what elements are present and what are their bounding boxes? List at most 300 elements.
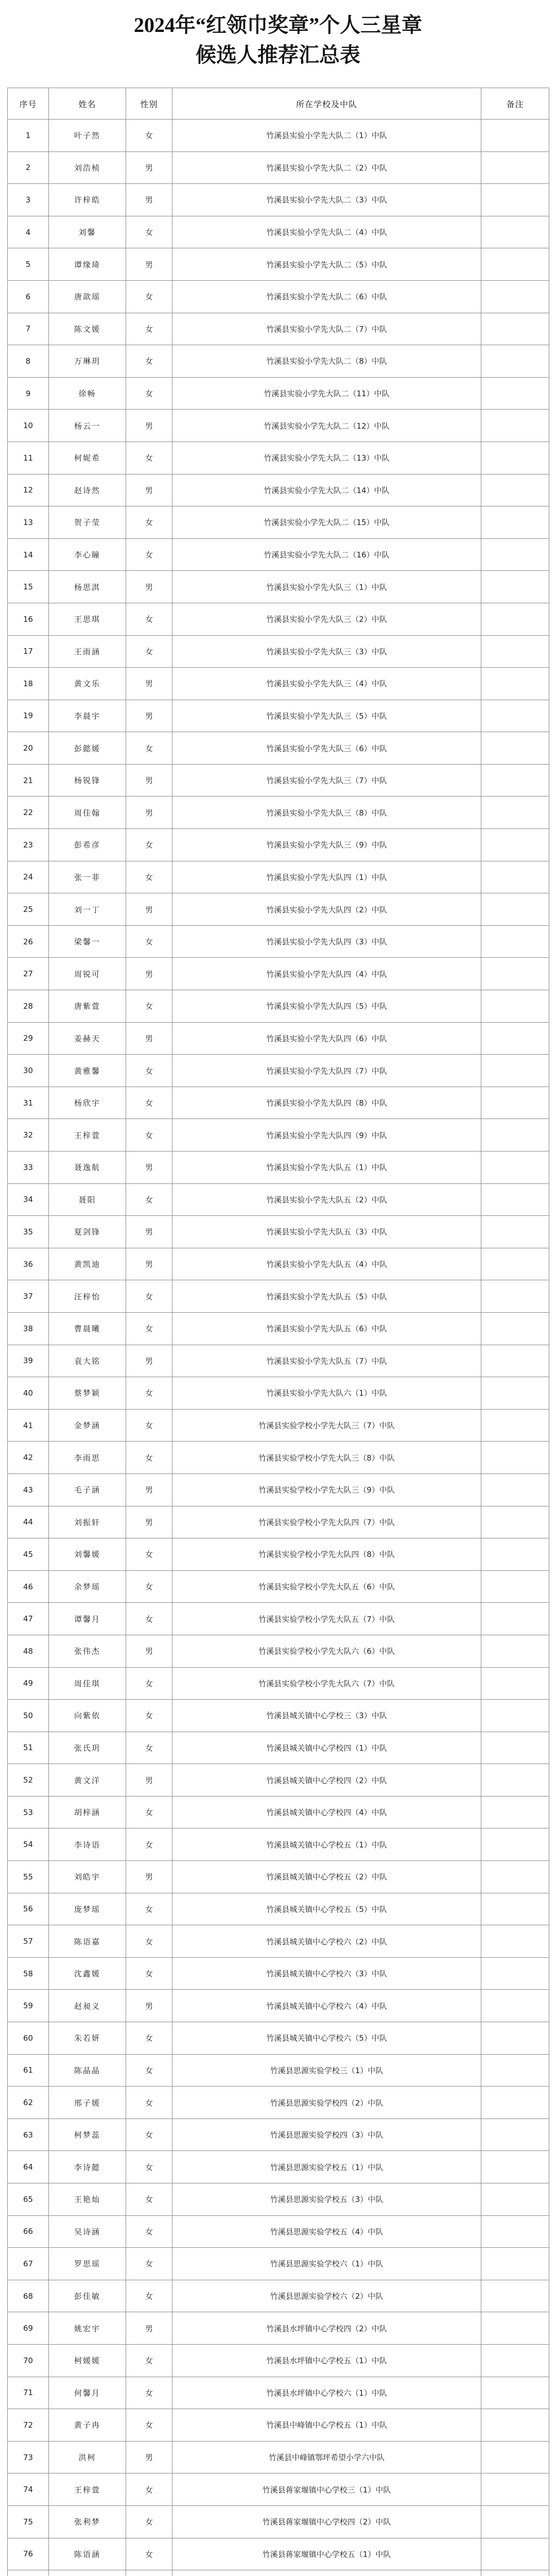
table-row [8, 184, 549, 216]
row-index: 27 [8, 958, 49, 990]
school-squad: 竹溪县实验小学先大队四（9）中队 [172, 1119, 481, 1151]
student-gender: 女 [126, 2280, 172, 2312]
table-row [8, 2215, 549, 2248]
remark [481, 925, 549, 958]
table-row [8, 280, 549, 313]
row-index: 37 [8, 1280, 49, 1313]
table-row [8, 1796, 549, 1828]
school-squad: 竹溪县实验小学先大队四（4）中队 [172, 958, 481, 990]
school-squad: 竹溪县实验小学先大队五（4）中队 [172, 1248, 481, 1280]
table-row [8, 1183, 549, 1216]
table-row [8, 1216, 549, 1248]
row-index: 73 [8, 2441, 49, 2473]
school-squad: 竹溪县实验小学先大队四（5）中队 [172, 990, 481, 1023]
remark [481, 410, 549, 442]
remark [481, 990, 549, 1023]
school-squad: 竹溪县实验学校小学先大队五（7）中队 [172, 1603, 481, 1635]
remark [481, 829, 549, 861]
student-name: 余梦瑶 [49, 1570, 126, 1603]
school-squad: 竹溪县实验小学先大队四（6）中队 [172, 1022, 481, 1055]
student-name: 陈语涵 [49, 2538, 126, 2570]
remark [481, 1216, 549, 1248]
school-squad: 竹溪县思源实验学校六（1）中队 [172, 2248, 481, 2280]
row-index: 29 [8, 1022, 49, 1055]
remark [481, 1796, 549, 1828]
school-squad: 竹溪县思源实验学校五（4）中队 [172, 2215, 481, 2248]
remark [481, 120, 549, 152]
student-name: 罗思瑶 [49, 2248, 126, 2280]
row-index: 59 [8, 1990, 49, 2022]
row-index: 1 [8, 120, 49, 152]
student-name: 刘馨 [49, 216, 126, 248]
row-index: 58 [8, 1957, 49, 1990]
student-gender: 男 [126, 958, 172, 990]
student-name: 张氏玥 [49, 1732, 126, 1764]
student-gender: 女 [126, 2022, 172, 2055]
row-index: 55 [8, 1861, 49, 1893]
student-name: 洪柯 [49, 2441, 126, 2473]
school-squad: 竹溪县实验小学先大队五（1）中队 [172, 1151, 481, 1184]
school-squad: 竹溪县实验小学先大队三（6）中队 [172, 732, 481, 765]
remark [481, 1506, 549, 1538]
student-gender: 女 [126, 120, 172, 152]
row-index: 12 [8, 474, 49, 506]
remark [481, 668, 549, 700]
row-index: 51 [8, 1732, 49, 1764]
remark [481, 2151, 549, 2183]
row-index: 33 [8, 1151, 49, 1184]
student-gender: 男 [126, 1635, 172, 1667]
student-name: 赵诗然 [49, 474, 126, 506]
student-gender: 女 [126, 2505, 172, 2538]
student-name: 庞梦瑶 [49, 1893, 126, 1925]
school-squad: 竹溪县实验小学先大队二（13）中队 [172, 442, 481, 474]
remark [481, 1990, 549, 2022]
student-name: 王思琪 [49, 603, 126, 635]
school-squad: 竹溪县实验小学先大队三（5）中队 [172, 700, 481, 732]
remark [481, 1280, 549, 1313]
table-row [8, 1700, 549, 1732]
row-index: 14 [8, 538, 49, 571]
row-index: 66 [8, 2215, 49, 2248]
remark [481, 2441, 549, 2473]
school-squad: 竹溪县实验小学先大队三（8）中队 [172, 796, 481, 829]
row-index: 11 [8, 442, 49, 474]
student-gender: 女 [126, 2151, 172, 2183]
remark [481, 1570, 549, 1603]
student-gender: 男 [126, 2441, 172, 2473]
student-gender: 男 [126, 248, 172, 281]
remark [481, 151, 549, 184]
school-squad: 竹溪县实验小学先大队五（3）中队 [172, 1216, 481, 1248]
remark [481, 2248, 549, 2280]
row-index: 2 [8, 151, 49, 184]
student-name: 王梓萱 [49, 2473, 126, 2506]
remark [481, 345, 549, 378]
document-title [0, 0, 556, 82]
student-name: 杨云一 [49, 410, 126, 442]
row-index: 22 [8, 796, 49, 829]
table-row [8, 2377, 549, 2409]
row-index: 30 [8, 1055, 49, 1087]
student-name: 柯梦蕊 [49, 2119, 126, 2151]
table-row [8, 925, 549, 958]
student-gender: 女 [126, 2119, 172, 2151]
header-name: 姓名 [49, 88, 126, 120]
table-row [8, 1087, 549, 1119]
remark [481, 474, 549, 506]
student-name: 王雨涵 [49, 635, 126, 668]
table-row [8, 1409, 549, 1442]
student-gender: 女 [126, 635, 172, 668]
student-gender: 女 [126, 1119, 172, 1151]
row-index: 24 [8, 861, 49, 893]
table-row [8, 732, 549, 765]
student-name: 黄雅馨 [49, 1055, 126, 1087]
remark [481, 1603, 549, 1635]
student-gender: 女 [126, 2473, 172, 2506]
student-name: 彭佳敏 [49, 2280, 126, 2312]
student-gender: 男 [126, 1216, 172, 1248]
school-squad: 竹溪县思源实验学校三（1）中队 [172, 2054, 481, 2087]
row-index: 26 [8, 925, 49, 958]
student-name: 唐歆瑶 [49, 280, 126, 313]
row-index: 28 [8, 990, 49, 1023]
student-name: 谭馨月 [49, 1603, 126, 1635]
row-index: 53 [8, 1796, 49, 1828]
row-index: 9 [8, 377, 49, 410]
remark [481, 1312, 549, 1345]
remark [481, 571, 549, 603]
remark [481, 1828, 549, 1861]
remark [481, 1925, 549, 1958]
table-row [8, 1151, 549, 1184]
student-name: 杨思淇 [49, 571, 126, 603]
school-squad: 竹溪县实验小学先大队三（7）中队 [172, 764, 481, 796]
student-name: 彭希彦 [49, 829, 126, 861]
table-row [8, 861, 549, 893]
remark [481, 2377, 549, 2409]
row-index: 20 [8, 732, 49, 765]
remark [481, 700, 549, 732]
table-row [8, 2119, 549, 2151]
student-gender: 女 [126, 2248, 172, 2280]
student-name: 刘振轩 [49, 1506, 126, 1538]
table-row [8, 2473, 549, 2506]
student-gender: 男 [126, 796, 172, 829]
remark [481, 2312, 549, 2345]
student-gender: 男 [126, 151, 172, 184]
school-squad: 竹溪县实验小学先大队三（9）中队 [172, 829, 481, 861]
school-squad: 竹溪县实验小学先大队三（1）中队 [172, 571, 481, 603]
student-name: 吴诗涵 [49, 2215, 126, 2248]
student-gender: 女 [126, 377, 172, 410]
table-row [8, 1442, 549, 1474]
student-name: 梁馨一 [49, 925, 126, 958]
student-name: 柯妮希 [49, 442, 126, 474]
table-row [8, 1473, 549, 1506]
student-gender: 女 [126, 1603, 172, 1635]
student-gender: 男 [126, 410, 172, 442]
table-row [8, 216, 549, 248]
student-gender: 男 [126, 184, 172, 216]
row-index: 61 [8, 2054, 49, 2087]
student-gender: 男 [126, 1506, 172, 1538]
school-squad: 竹溪县蒋家堰镇中心学校四（2）中队 [172, 2505, 481, 2538]
school-squad: 竹溪县蒋家堰镇中心学校五（1）中队 [172, 2538, 481, 2570]
table-row [8, 1119, 549, 1151]
table-row [8, 1538, 549, 1571]
row-index: 56 [8, 1893, 49, 1925]
row-index: 54 [8, 1828, 49, 1861]
student-gender: 男 [126, 1990, 172, 2022]
row-index: 23 [8, 829, 49, 861]
school-squad: 竹溪县实验小学先大队四（2）中队 [172, 893, 481, 926]
remark [481, 442, 549, 474]
table-row [8, 2151, 549, 2183]
row-index: 32 [8, 1119, 49, 1151]
title-line-2: 候选人推荐汇总表 [196, 43, 360, 66]
row-index: 62 [8, 2087, 49, 2119]
student-gender: 女 [126, 506, 172, 539]
table-row [8, 571, 549, 603]
student-name: 蔡梦颖 [49, 1377, 126, 1410]
school-squad: 竹溪县城关镇中心学校六（4）中队 [172, 1990, 481, 2022]
school-squad: 竹溪县水坪镇中心学校六（1）中队 [172, 2377, 481, 2409]
remark [481, 1764, 549, 1797]
remark [481, 1893, 549, 1925]
remark [481, 184, 549, 216]
table-row [8, 1764, 549, 1797]
row-index: 60 [8, 2022, 49, 2055]
table-header-row [8, 88, 549, 120]
row-index: 6 [8, 280, 49, 313]
school-squad: 竹溪县思源实验学校五（3）中队 [172, 2183, 481, 2216]
student-gender: 男 [126, 1151, 172, 1184]
remark [481, 2570, 549, 2576]
school-squad: 竹溪县实验小学先大队二（11）中队 [172, 377, 481, 410]
row-index: 67 [8, 2248, 49, 2280]
student-gender: 女 [126, 1312, 172, 1345]
student-gender: 女 [126, 1667, 172, 1700]
school-squad: 竹溪县实验小学先大队五（7）中队 [172, 1345, 481, 1377]
remark [481, 1473, 549, 1506]
student-gender: 女 [126, 442, 172, 474]
row-index: 8 [8, 345, 49, 378]
table-row [8, 700, 549, 732]
student-gender: 女 [126, 2538, 172, 2570]
remark [481, 1635, 549, 1667]
row-index: 17 [8, 635, 49, 668]
student-gender: 女 [126, 1570, 172, 1603]
table-row [8, 2441, 549, 2473]
student-name: 张伟杰 [49, 1635, 126, 1667]
table-row [8, 1312, 549, 1345]
school-squad: 竹溪县实验小学先大队二（5）中队 [172, 248, 481, 281]
table-row [8, 410, 549, 442]
student-name: 朱若妍 [49, 2022, 126, 2055]
remark [481, 1345, 549, 1377]
table-row [8, 1603, 549, 1635]
student-name: 徐畅 [49, 377, 126, 410]
school-squad: 竹溪县实验学校小学先大队六（7）中队 [172, 1667, 481, 1700]
table-row [8, 151, 549, 184]
remark [481, 538, 549, 571]
remark [481, 1700, 549, 1732]
remark [481, 861, 549, 893]
remark [481, 732, 549, 765]
school-squad: 竹溪县实验学校小学先大队五（6）中队 [172, 1570, 481, 1603]
row-index: 74 [8, 2473, 49, 2506]
row-index: 49 [8, 1667, 49, 1700]
remark [481, 1861, 549, 1893]
table-row [8, 1893, 549, 1925]
student-name: 黄子冉 [49, 2409, 126, 2442]
student-gender: 女 [126, 1925, 172, 1958]
table-row [8, 506, 549, 539]
row-index: 18 [8, 668, 49, 700]
school-squad: 竹溪县城关镇中心学校六（2）中队 [172, 1925, 481, 1958]
title-line-1: 2024年“红领巾奖章”个人三星章 [134, 13, 422, 37]
table-row [8, 2344, 549, 2377]
remark [481, 1538, 549, 1571]
remark [481, 216, 549, 248]
school-squad: 竹溪县思源实验学校六（2）中队 [172, 2280, 481, 2312]
table-row [8, 120, 549, 152]
row-index: 65 [8, 2183, 49, 2216]
table-row [8, 829, 549, 861]
remark [481, 1377, 549, 1410]
remark [481, 506, 549, 539]
remark [481, 2344, 549, 2377]
student-name: 向紫依 [49, 1700, 126, 1732]
school-squad: 竹溪县实验小学先大队二（8）中队 [172, 345, 481, 378]
school-squad: 竹溪县实验学校小学先大队四（7）中队 [172, 1506, 481, 1538]
table-row [8, 893, 549, 926]
school-squad: 竹溪县思源实验学校五（1）中队 [172, 2151, 481, 2183]
student-gender: 女 [126, 1409, 172, 1442]
row-index: 70 [8, 2344, 49, 2377]
row-index: 10 [8, 410, 49, 442]
remark [481, 603, 549, 635]
student-name: 李心瞳 [49, 538, 126, 571]
remark [481, 1442, 549, 1474]
student-name: 张利梦 [49, 2505, 126, 2538]
school-squad: 竹溪县实验学校小学先大队四（8）中队 [172, 1538, 481, 1571]
school-squad: 竹溪县实验小学先大队二（15）中队 [172, 506, 481, 539]
row-index: 42 [8, 1442, 49, 1474]
student-gender: 女 [126, 990, 172, 1023]
remark [481, 1732, 549, 1764]
table-row [8, 313, 549, 345]
student-name: 聂阳 [49, 1183, 126, 1216]
student-gender: 女 [126, 2215, 172, 2248]
header-index: 序号 [8, 88, 49, 120]
student-name: 王艳灿 [49, 2183, 126, 2216]
student-name [49, 2570, 126, 2576]
remark [481, 2022, 549, 2055]
table-row [8, 603, 549, 635]
student-gender: 女 [126, 1828, 172, 1861]
table-row [8, 442, 549, 474]
student-gender: 女 [126, 1732, 172, 1764]
row-index: 68 [8, 2280, 49, 2312]
student-name: 刘皓宇 [49, 1861, 126, 1893]
remark [481, 1022, 549, 1055]
remark [481, 2280, 549, 2312]
remark [481, 2215, 549, 2248]
remark [481, 1248, 549, 1280]
student-name: 黄文洋 [49, 1764, 126, 1797]
school-squad: 竹溪县实验小学先大队三（2）中队 [172, 603, 481, 635]
student-gender: 女 [126, 1700, 172, 1732]
remark [481, 2119, 549, 2151]
school-squad: 竹溪县城关镇中心学校三（3）中队 [172, 1700, 481, 1732]
student-name: 毛子涵 [49, 1473, 126, 1506]
school-squad: 竹溪县实验小学先大队六（1）中队 [172, 1377, 481, 1410]
row-index: 57 [8, 1925, 49, 1958]
student-gender: 女 [126, 2409, 172, 2442]
row-index: 38 [8, 1312, 49, 1345]
student-name: 赵昶义 [49, 1990, 126, 2022]
student-gender: 男 [126, 893, 172, 926]
row-index: 19 [8, 700, 49, 732]
row-index: 41 [8, 1409, 49, 1442]
school-squad: 竹溪县实验小学先大队四（1）中队 [172, 861, 481, 893]
student-gender: 男 [126, 700, 172, 732]
student-name: 彭懿媛 [49, 732, 126, 765]
school-squad: 竹溪县实验小学先大队二（6）中队 [172, 280, 481, 313]
student-gender: 女 [126, 1280, 172, 1313]
student-name: 李雨思 [49, 1442, 126, 1474]
remark [481, 635, 549, 668]
remark [481, 1119, 549, 1151]
school-squad: 竹溪县实验小学先大队三（4）中队 [172, 668, 481, 700]
student-gender: 女 [126, 280, 172, 313]
student-gender: 女 [126, 1957, 172, 1990]
student-name: 谭缘琦 [49, 248, 126, 281]
student-gender: 女 [126, 345, 172, 378]
table-row [8, 2248, 549, 2280]
candidate-table [7, 88, 549, 2576]
student-gender: 女 [126, 603, 172, 635]
remark [481, 313, 549, 345]
school-squad [172, 2570, 481, 2576]
remark [481, 958, 549, 990]
school-squad: 竹溪县城关镇中心学校四（4）中队 [172, 1796, 481, 1828]
student-name: 周佳翰 [49, 796, 126, 829]
remark [481, 2183, 549, 2216]
school-squad: 竹溪县实验小学先大队四（3）中队 [172, 925, 481, 958]
student-name: 陈语嘉 [49, 1925, 126, 1958]
remark [481, 1957, 549, 1990]
school-squad: 竹溪县思源实验学校四（2）中队 [172, 2087, 481, 2119]
table-row [8, 2505, 549, 2538]
student-name: 张一菲 [49, 861, 126, 893]
table-row [8, 377, 549, 410]
student-name: 刘馨媛 [49, 1538, 126, 1571]
student-gender: 男 [126, 1861, 172, 1893]
student-name: 唐紫萱 [49, 990, 126, 1023]
table-row [8, 990, 549, 1023]
remark [481, 1667, 549, 1700]
remark [481, 377, 549, 410]
student-gender: 女 [126, 1183, 172, 1216]
student-name: 汪梓怡 [49, 1280, 126, 1313]
row-index: 43 [8, 1473, 49, 1506]
student-gender: 女 [126, 861, 172, 893]
table-row [8, 248, 549, 281]
